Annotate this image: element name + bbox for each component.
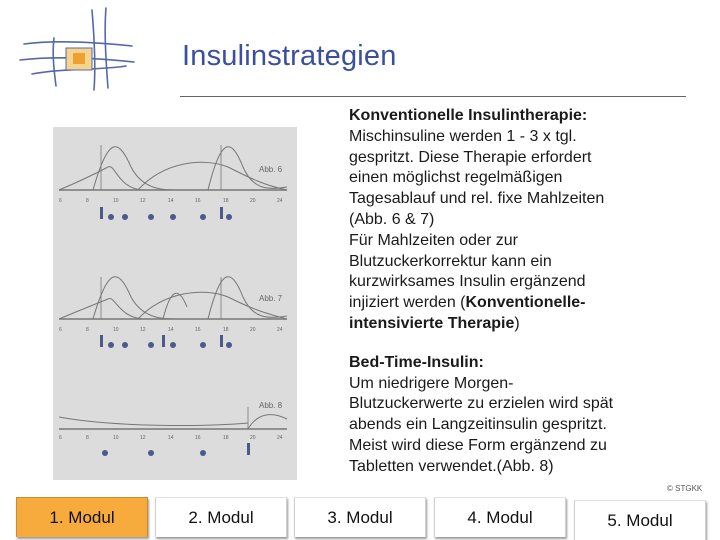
tick-label: 8 <box>86 198 89 204</box>
text-line: gespritzt. Diese Therapie erfordert <box>349 148 592 166</box>
text-line: (Abb. 6 & 7) <box>349 210 435 228</box>
tick-label: 10 <box>113 198 119 204</box>
text-line <box>349 314 679 335</box>
tick-label: 20 <box>250 327 256 333</box>
tick-label: 18 <box>223 198 229 204</box>
panel-label-abb8: Abb. 8 <box>259 401 283 410</box>
nav-button-modul-1[interactable]: 1. Modul <box>16 497 148 537</box>
tick-label: 24 <box>277 327 283 333</box>
nav-button-modul-5[interactable]: 5. Modul <box>574 500 706 540</box>
tick-label: 14 <box>168 435 174 441</box>
tick-label: 6 <box>59 198 62 204</box>
tick-label: 20 <box>250 435 256 441</box>
tick-label: 18 <box>223 327 229 333</box>
tick-label: 6 <box>59 435 62 441</box>
title-divider <box>180 96 686 97</box>
section-heading: Bed-Time-Insulin: <box>349 353 484 371</box>
tick-label: 16 <box>195 327 201 333</box>
tick-label: 20 <box>250 198 256 204</box>
text-line: einen möglichst regelmäßigen <box>349 169 563 187</box>
meal-icons <box>100 335 232 348</box>
logo-icon <box>14 4 138 94</box>
tick-label: 8 <box>86 327 89 333</box>
bold-term: intensivierte Therapie <box>349 314 515 332</box>
tick-label: 16 <box>195 198 201 204</box>
tick-label: 8 <box>86 435 89 441</box>
meal-icons <box>102 443 250 456</box>
tick-label: 14 <box>168 327 174 333</box>
text-fragment: injiziert werden ( <box>349 294 466 312</box>
text-line <box>349 293 679 314</box>
text-line: Blutzuckerwerte zu erzielen wird spät <box>349 395 614 413</box>
diagram-panel-abb6 <box>59 145 287 220</box>
insulin-diagram-figure <box>53 127 297 480</box>
explanation-text <box>349 106 679 478</box>
tick-label: 6 <box>59 327 62 333</box>
text-line: Mischinsuline werden 1 - 3 x tgl. <box>349 127 577 145</box>
meal-icons <box>100 207 232 220</box>
text-line: Um niedrigere Morgen- <box>349 374 514 392</box>
panel-label-abb7: Abb. 7 <box>259 294 283 303</box>
tick-label: 14 <box>168 198 174 204</box>
tick-label: 24 <box>277 435 283 441</box>
text-line: kurzwirksames Insulin ergänzend <box>349 273 586 291</box>
bold-term: Konventionelle- <box>465 294 586 312</box>
text-line: Blutzuckerkorrektur kann ein <box>349 252 552 270</box>
tick-label: 24 <box>277 198 283 204</box>
diagram-panel-abb7 <box>59 277 287 348</box>
tick-label: 12 <box>140 435 146 441</box>
panel-label-abb6: Abb. 6 <box>259 165 283 174</box>
tick-label: 18 <box>223 435 229 441</box>
nav-button-modul-4[interactable]: 4. Modul <box>434 497 566 537</box>
nav-button-modul-3[interactable]: 3. Modul <box>294 497 426 537</box>
text-line: Tabletten verwendet.(Abb. 8) <box>349 457 554 475</box>
text-fragment: ) <box>514 314 520 332</box>
section-heading: Konventionelle Insulintherapie: <box>349 107 588 124</box>
tick-label: 12 <box>140 327 146 333</box>
tick-label: 16 <box>195 435 201 441</box>
copyright-notice: © STGKK <box>667 484 703 493</box>
text-line: Meist wird diese Form ergänzend zu <box>349 436 607 454</box>
diagram-panel-abb8 <box>59 401 287 456</box>
text-line: Für Mahlzeiten oder zur <box>349 231 518 249</box>
module-navigation <box>0 497 720 540</box>
tick-label: 12 <box>140 198 146 204</box>
text-line: abends ein Langzeitinsulin gespritzt. <box>349 416 607 434</box>
nav-button-modul-2[interactable]: 2. Modul <box>155 497 287 537</box>
tick-label: 10 <box>113 435 119 441</box>
tick-label: 10 <box>113 327 119 333</box>
page-title: Insulinstrategien <box>182 40 397 72</box>
text-line: Tagesablauf und rel. fixe Mahlzeiten <box>349 190 605 208</box>
